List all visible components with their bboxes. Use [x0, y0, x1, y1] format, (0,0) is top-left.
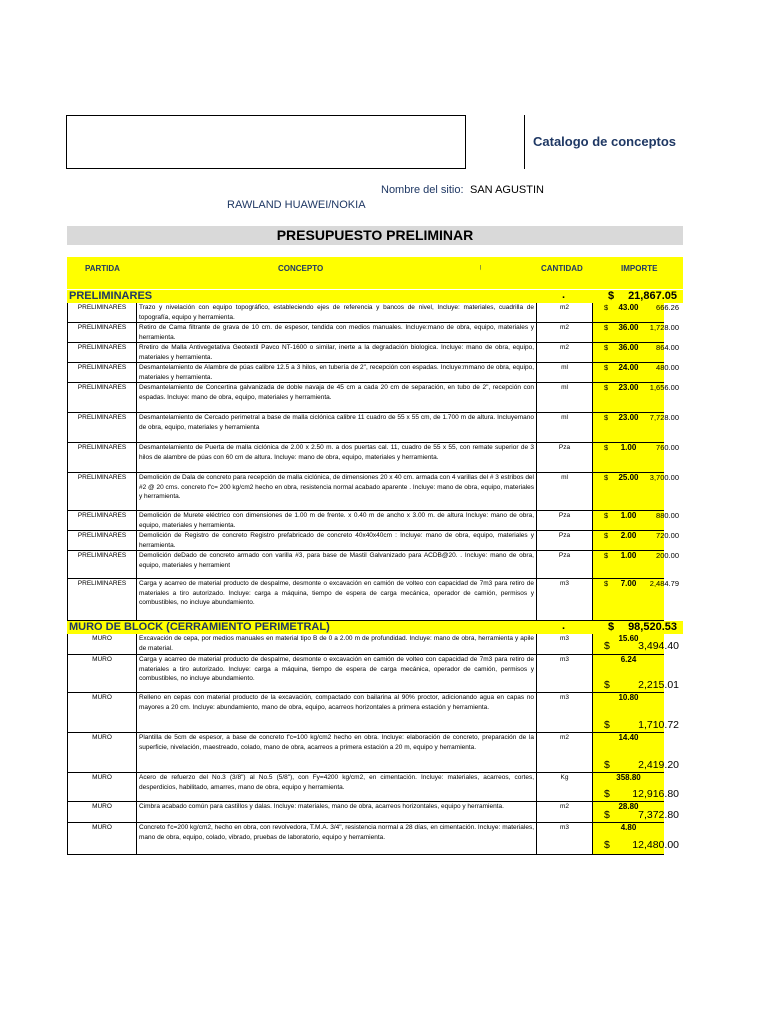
- cell-currency: $: [604, 383, 609, 392]
- table-header-right: [481, 257, 683, 289]
- catalog-title: Catalogo de conceptos: [533, 134, 677, 149]
- cell-importe: 12,916.80: [632, 788, 679, 800]
- cell-concepto: Demolición de Murete eléctrico con dimensiones de 1.00 m de frente. x 0.40 m de ancho x 3.00 m. de altura Incluye: mano de obra, equipo, materiales y herramienta.: [137, 511, 537, 531]
- section-marker: .: [562, 289, 566, 301]
- section-title: MURO DE BLOCK (CERRAMIENTO PERIMETRAL): [69, 621, 330, 633]
- cell-partida: MURO: [67, 634, 137, 655]
- cell-importe: 200.00: [656, 551, 679, 560]
- header-divider: [524, 115, 525, 169]
- cell-cantidad: 14.40: [593, 733, 664, 773]
- currency-sign: $: [608, 290, 615, 302]
- cell-concepto: Acero de refuerzo del No.3 (3/8") al No.5 (5/8"), con Fy=4200 kg/cm2, en cimentación. Incluye: materiales, acarreos, cortes, desperdicios, habilitado, amarres, mano de obra, equipo y herramienta.: [137, 773, 537, 802]
- currency-sign: $: [608, 621, 615, 633]
- table-row: [67, 343, 683, 363]
- cell-concepto: Retiro de Cama filtrante de grava de 10 cm. de espesor, tendida con medios manuales. Incluye:mano de obra, equipo, materiales y herramienta.: [137, 323, 537, 343]
- cell-unidad: m3: [537, 823, 593, 855]
- cell-cantidad: 7.00: [593, 579, 664, 621]
- cell-importe: 864.00: [656, 343, 679, 352]
- cell-concepto: Desmantelamiento de Puerta de malla ciclónica de 2.00 x 2.50 m. a dos puertas cal. 11, cuadro de 55 x 55, con remate superior de 3 hilos de alambre de púas con 60 cm de altura. Incluye: mano de obra, equipo, materiales y herramienta.: [137, 443, 537, 473]
- cell-currency: $: [604, 303, 609, 312]
- cell-unidad: ml: [537, 473, 593, 511]
- cell-concepto: Demolición de Dala de concreto para recepción de malla ciclónica, de dimensiones 20 x 40 cm. armada con 4 varillas del # 3 estribos del #2 @ 20 cms. concreto f'c= 200 kg/cm2 hecho en obra, resistencia normal acabado aparente . Incluye: mano de obra, equipo, materiales y herramienta.: [137, 473, 537, 511]
- cell-partida: PRELIMINARES: [67, 531, 137, 551]
- cell-currency: $: [604, 579, 609, 588]
- cell-concepto: Carga y acarreo de material producto de despalme, desmonte o excavación en camión de volteo con capacidad de 7m3 para retiro de materiales a tiro autorizado. Incluye: carga a máquina, tiempo de espera de carga mecánica, operador de camión, permisos y combustibles, no incluye abundamiento.: [137, 579, 537, 621]
- cell-unidad: m2: [537, 802, 593, 823]
- cell-cantidad: 1.00: [593, 511, 664, 531]
- cell-partida: PRELIMINARES: [67, 383, 137, 413]
- cell-cantidad: 23.00: [593, 383, 664, 413]
- cell-cantidad: 43.00: [593, 303, 664, 323]
- cell-cantidad: 6.24: [593, 655, 664, 693]
- cell-cantidad: 15.60: [593, 634, 664, 655]
- cell-cantidad: 23.00: [593, 413, 664, 443]
- cell-unidad: m2: [537, 343, 593, 363]
- section-marker: .: [562, 620, 566, 632]
- section-header-preliminares: [67, 290, 683, 303]
- cell-currency: $: [604, 640, 610, 652]
- cell-currency: $: [604, 531, 609, 540]
- cell-importe: 480.00: [656, 363, 679, 372]
- cell-importe: 1,710.72: [638, 719, 679, 731]
- cell-cantidad: 36.00: [593, 343, 664, 363]
- cell-unidad: m3: [537, 634, 593, 655]
- cell-importe: 12,480.00: [632, 839, 679, 851]
- cell-partida: MURO: [67, 823, 137, 855]
- table-row: [67, 733, 683, 773]
- cell-cantidad: 4.80: [593, 823, 664, 855]
- cell-unidad: Kg: [537, 773, 593, 802]
- cell-cantidad: 36.00: [593, 323, 664, 343]
- table-row: [67, 511, 683, 531]
- section-total: 98,520.53: [628, 621, 677, 633]
- cell-cantidad: 1.00: [593, 551, 664, 579]
- table-row: [67, 634, 683, 655]
- table-row: [67, 383, 683, 413]
- cell-cantidad: 10.80: [593, 693, 664, 733]
- cell-partida: PRELIMINARES: [67, 473, 137, 511]
- cell-unidad: Pza: [537, 443, 593, 473]
- cell-unidad: m2: [537, 323, 593, 343]
- cell-concepto: Trazo y nivelación con equipo topográfico, estableciendo ejes de referencia y bancos de nivel, Incluye: materiales, cuadrilla de topografía, equipo y herramienta.: [137, 303, 537, 323]
- cell-importe: 3,494.40: [638, 640, 679, 652]
- table-row: [67, 303, 683, 323]
- table-row: [67, 693, 683, 733]
- table-row: [67, 551, 683, 579]
- cell-concepto: Desmantelamiento de Alambre de púas calibre 12.5 a 3 hilos, en tubería de 2", recepción con espadas. Incluye:mmano de obra, equipo, materiales y herramienta.: [137, 363, 537, 383]
- cell-currency: $: [604, 511, 609, 520]
- table-row: [67, 823, 683, 855]
- cell-currency: $: [604, 719, 610, 731]
- cell-currency: $: [604, 759, 610, 771]
- cell-unidad: ml: [537, 383, 593, 413]
- site-name-label: Nombre del sitio:: [381, 184, 464, 196]
- cell-partida: PRELIMINARES: [67, 323, 137, 343]
- cell-concepto: Excavación de cepa, por medios manuales en material tipo B de 0 a 2.00 m de profundidad. Incluye: mano de obra, herramienta y apile de material.: [137, 634, 537, 655]
- cell-currency: $: [604, 839, 610, 851]
- cell-currency: $: [604, 473, 609, 482]
- cell-importe: 1,656.00: [649, 383, 679, 392]
- cell-currency: $: [604, 343, 609, 352]
- cell-partida: PRELIMINARES: [67, 413, 137, 443]
- page-title: PRESUPUESTO PRELIMINAR: [67, 226, 683, 245]
- cell-importe: 2,419.20: [638, 759, 679, 771]
- cell-concepto: Cimbra acabado común para castillos y dalas. Incluye: materiales, mano de obra, acarreos horizontales, equipo y herramienta.: [137, 802, 537, 823]
- cell-partida: PRELIMINARES: [67, 511, 137, 531]
- cell-importe: 760.00: [656, 443, 679, 452]
- cell-partida: PRELIMINARES: [67, 343, 137, 363]
- col-concepto: CONCEPTO: [278, 264, 324, 273]
- table-row: [67, 579, 683, 621]
- cell-currency: $: [604, 323, 609, 332]
- logo-placeholder-box: [66, 115, 466, 169]
- cell-partida: PRELIMINARES: [67, 551, 137, 579]
- cell-unidad: m3: [537, 655, 593, 693]
- cell-unidad: ml: [537, 363, 593, 383]
- cell-currency: $: [604, 413, 609, 422]
- cell-currency: $: [604, 551, 609, 560]
- cell-cantidad: 24.00: [593, 363, 664, 383]
- table-row: [67, 531, 683, 551]
- cell-cantidad: 28.80: [593, 802, 664, 823]
- cell-partida: MURO: [67, 773, 137, 802]
- cell-cantidad: 358.80: [593, 773, 664, 802]
- cell-currency: $: [604, 679, 610, 691]
- cell-partida: MURO: [67, 733, 137, 773]
- cell-currency: $: [604, 363, 609, 372]
- table-row: [67, 323, 683, 343]
- table-row: [67, 473, 683, 511]
- cell-currency: $: [604, 788, 610, 800]
- cell-concepto: Rretiro de Malla Antivegetativa Geotextil Pavco NT-1600 o similar, inerte a la degradación biologica. Incluye: mano de obra, equipo, materiales y herramienta.: [137, 343, 537, 363]
- col-cantidad: CANTIDAD: [541, 264, 583, 273]
- cell-unidad: m3: [537, 579, 593, 621]
- cell-unidad: m2: [537, 733, 593, 773]
- table-row: [67, 655, 683, 693]
- cell-partida: PRELIMINARES: [67, 303, 137, 323]
- cell-partida: MURO: [67, 655, 137, 693]
- cell-importe: 666.26: [656, 303, 679, 312]
- section-total: 21,867.05: [628, 290, 677, 302]
- table-row: [67, 773, 683, 802]
- cell-importe: 2,215.01: [638, 679, 679, 691]
- cell-concepto: Concreto f'c=200 kg/cm2, hecho en obra, con revolvedora, T.M.A. 3/4", resistencia normal a 28 días, en cimentación. Incluye: materiales, mano de obra, equipo, colado, vibrado, pruebas de laboratorio, equipo y herramienta.: [137, 823, 537, 855]
- cell-unidad: ml: [537, 413, 593, 443]
- cell-concepto: Relleno en cepas con material producto de la excavación, compactado con bailarina al 90% proctor, adicionando agua en capas no mayores a 20 cm. Incluye: abundamiento, mano de obra, equipo, acarreos horizontales a primera estación y herramienta.: [137, 693, 537, 733]
- cell-unidad: Pza: [537, 511, 593, 531]
- cell-partida: MURO: [67, 802, 137, 823]
- cell-unidad: m3: [537, 693, 593, 733]
- cell-concepto: Carga y acarreo de material producto de despalme, desmonte o excavación en camión de volteo con capacidad de 7m3 para retiro de materiales a tiro autorizado. Incluye: carga a máquina, tiempo de espera de carga mecánica, operador de camión, permisos y combustibles, no incluye abundamiento.: [137, 655, 537, 693]
- cell-concepto: Desmantelamiento de Concertina galvanizada de doble navaja de 45 cm a cada 20 cm de separación, en tubo de 2", recepción con espadas. Incluye: mano de obra, equipo, materiales y herramienta.: [137, 383, 537, 413]
- cell-unidad: m2: [537, 303, 593, 323]
- site-name-value: SAN AGUSTIN: [470, 184, 544, 196]
- col-partida: PARTIDA: [85, 264, 120, 273]
- col-importe: IMPORTE: [621, 264, 658, 273]
- cell-concepto: Demolición de Registro de concreto Registro prefabricado de concreto 40x40x40cm : Incluye: mano de obra, equipo, materiales y herramienta.: [137, 531, 537, 551]
- cell-importe: 880.00: [656, 511, 679, 520]
- cell-currency: $: [604, 443, 609, 452]
- cell-unidad: Pza: [537, 551, 593, 579]
- cell-cantidad: 2.00: [593, 531, 664, 551]
- table-row: [67, 413, 683, 443]
- cell-importe: 7,728.00: [649, 413, 679, 422]
- cell-concepto: Desmantelamiento de Cercado perimetral a base de malla ciclónica calibre 11 cuadro de 55 x 55 cm, de 1.700 m de altura. Incluyemano de obra, equipo, materiales y herramienta: [137, 413, 537, 443]
- cell-partida: MURO: [67, 693, 137, 733]
- cell-cantidad: 25.00: [593, 473, 664, 511]
- cell-concepto: Plantilla de 5cm de espesor, a base de concreto f'c=100 kg/cm2 hecho en obra. Incluye: elaboración de concreto, preparación de la superficie, nivelación, maestreado, colado, mano de obra, acarreos a primera estación a 20 m, equipo y herramienta.: [137, 733, 537, 773]
- table-header: [67, 257, 481, 289]
- cell-importe: 1,728.00: [649, 323, 679, 332]
- table-row: [67, 363, 683, 383]
- section-title: PRELIMINARES: [69, 290, 153, 302]
- cell-cantidad: 1.00: [593, 443, 664, 473]
- table-row: [67, 443, 683, 473]
- cell-partida: PRELIMINARES: [67, 579, 137, 621]
- cell-partida: PRELIMINARES: [67, 443, 137, 473]
- section-header-muro: [67, 621, 683, 634]
- cell-importe: 7,372.80: [638, 809, 679, 821]
- table-row: [67, 802, 683, 823]
- cell-importe: 720.00: [656, 531, 679, 540]
- cell-unidad: Pza: [537, 531, 593, 551]
- cell-concepto: Demolición deDado de concreto armado con varilla #3, para base de Mastil Galvanizado para ACDB@20. . Incluye: mano de obra, equipo, materiales y herramient: [137, 551, 537, 579]
- cell-importe: 2,484.79: [649, 579, 679, 588]
- cell-importe: 3,700.00: [649, 473, 679, 482]
- cell-partida: PRELIMINARES: [67, 363, 137, 383]
- cell-currency: $: [604, 809, 610, 821]
- client-name: RAWLAND HUAWEI/NOKIA: [227, 199, 366, 211]
